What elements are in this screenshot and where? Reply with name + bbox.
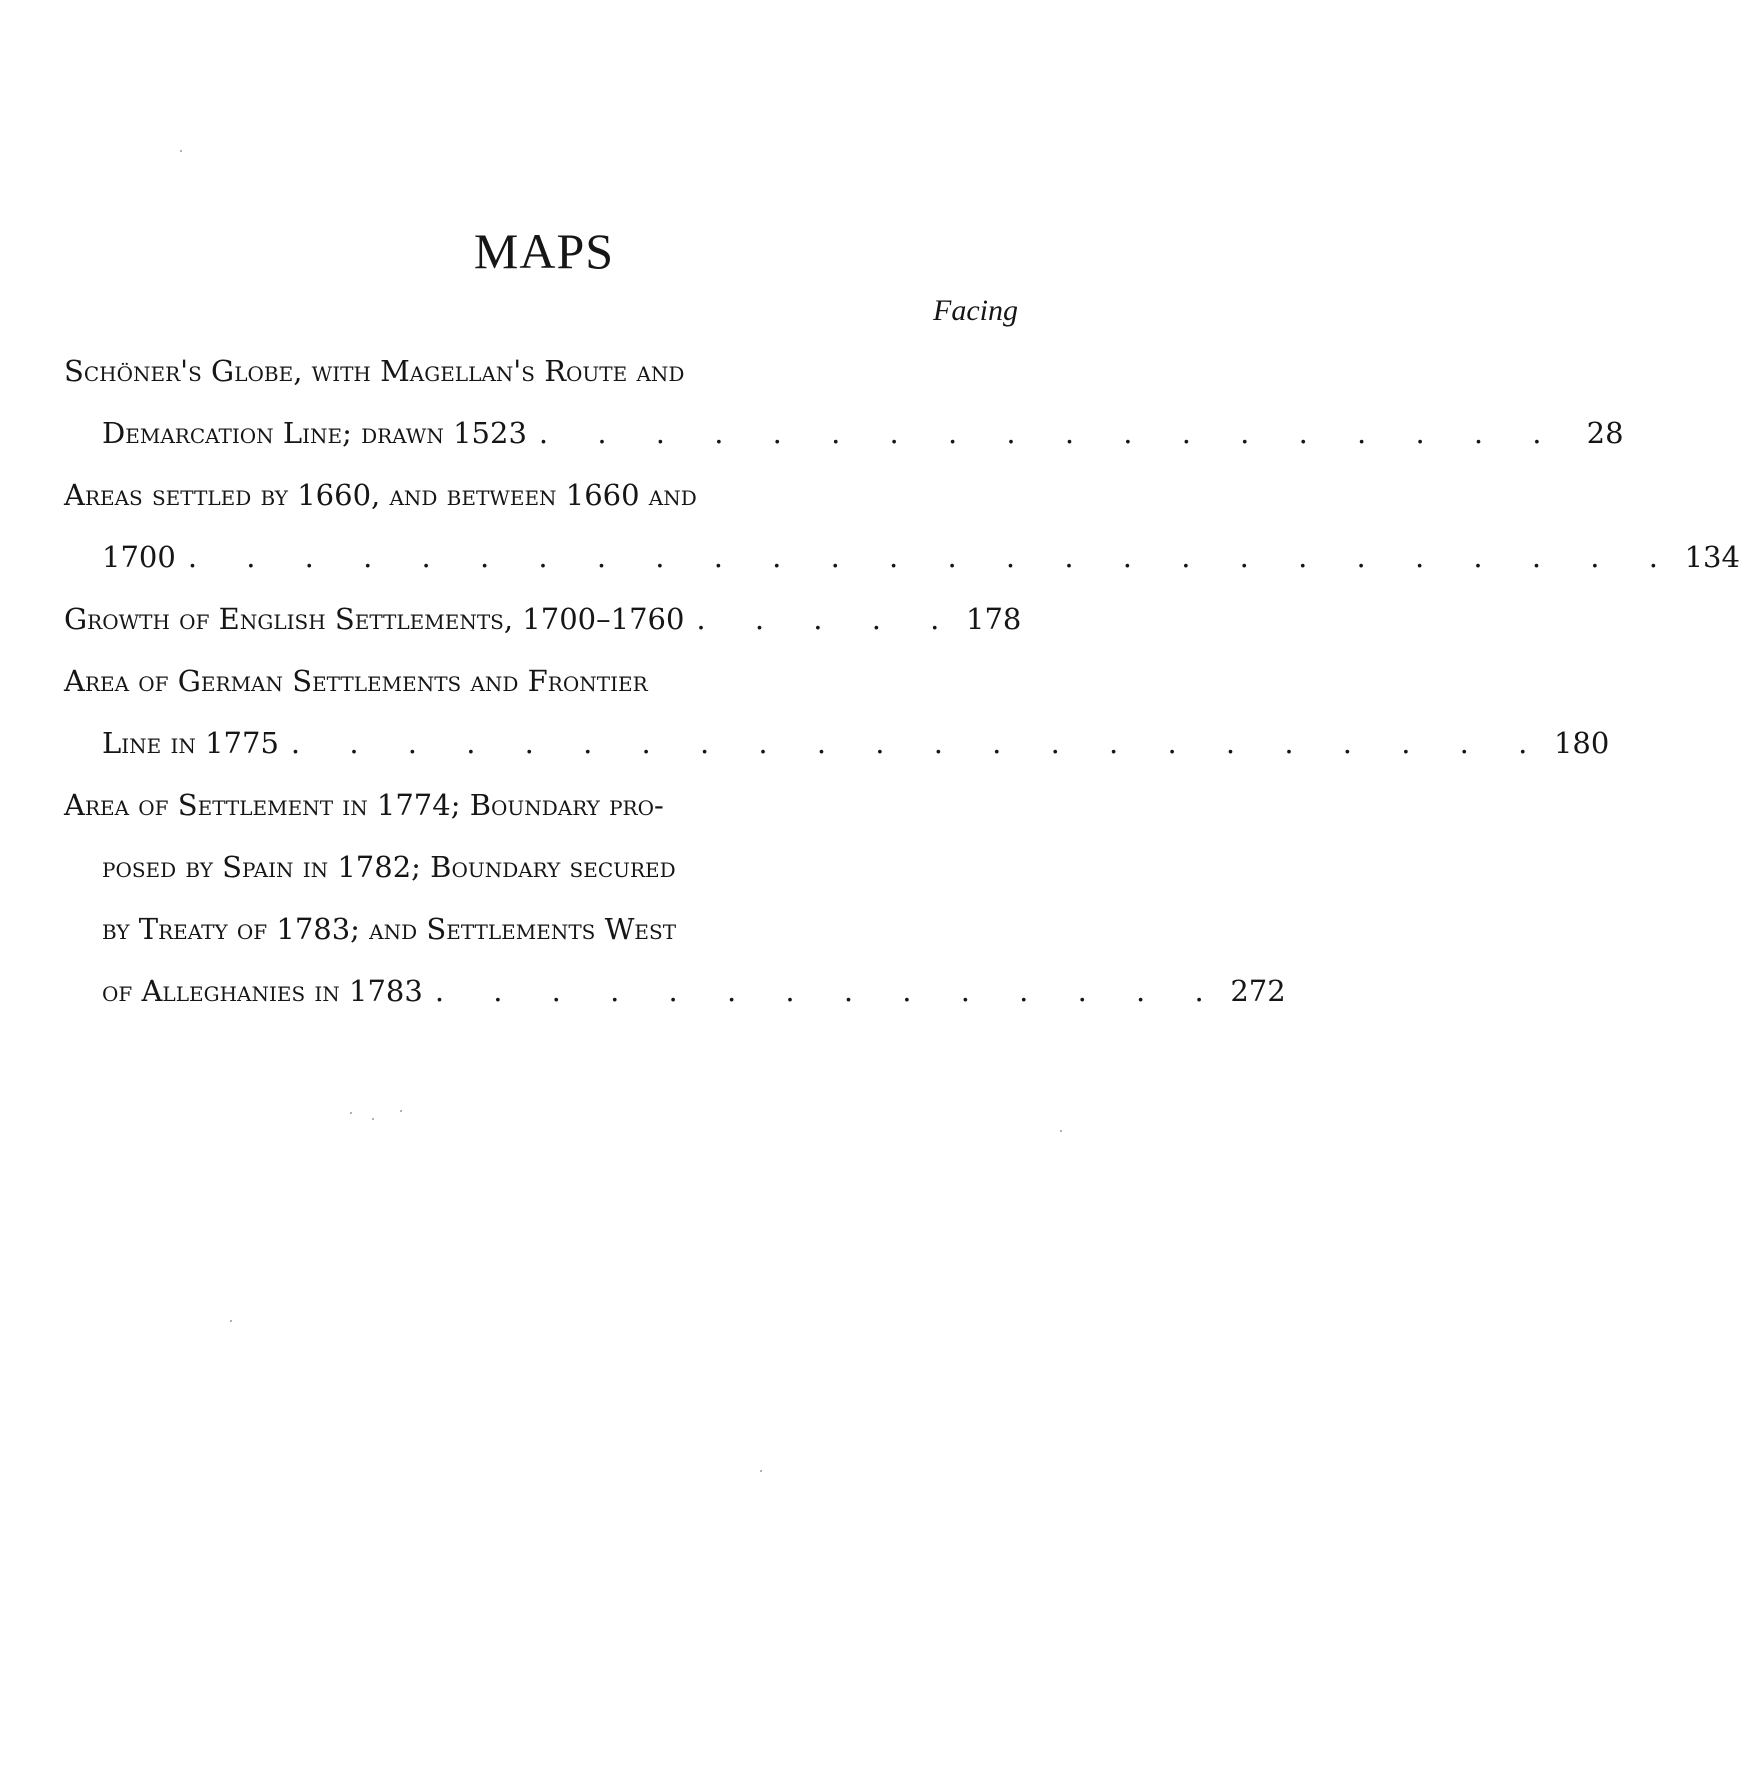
paper-speck bbox=[400, 1110, 402, 1112]
entry-text-line: by Treaty of 1783; and Settlements West bbox=[102, 912, 677, 946]
entry-page-number: 180 bbox=[1553, 726, 1610, 760]
facing-column-label: Facing bbox=[933, 294, 1018, 327]
entry-text-line: of Alleghanies in 1783 bbox=[102, 974, 423, 1008]
paper-speck bbox=[350, 1112, 352, 1114]
entry-text-line: Schöner's Globe, with Magellan's Route and bbox=[64, 354, 685, 388]
paper-speck bbox=[1060, 1130, 1062, 1132]
entry-text-line: 1700 bbox=[102, 540, 176, 574]
entry-text-line: Growth of English Settlements, 1700–1760 bbox=[64, 602, 685, 636]
entry-page-number: 28 bbox=[1586, 416, 1624, 450]
paper-speck bbox=[230, 1320, 232, 1322]
paper-speck bbox=[372, 1118, 374, 1120]
dot-leader: . . . . . . . . . . . . . . . . . . . . . . bbox=[290, 726, 1548, 760]
map-entry-german-settlements bbox=[64, 650, 1610, 774]
dot-leader: . . . . . bbox=[696, 602, 960, 636]
entry-text-line: Area of German Settlements and Frontier bbox=[64, 664, 648, 698]
map-entry-settlement-1774 bbox=[64, 774, 1286, 1022]
entry-page-number: 134 bbox=[1684, 540, 1740, 574]
entry-text-line: Demarcation Line; drawn 1523 bbox=[102, 416, 527, 450]
dot-leader: . . . . . . . . . . . . . . . . . . bbox=[538, 416, 1562, 450]
paper-speck bbox=[760, 1470, 762, 1472]
entry-text-line: posed by Spain in 1782; Boundary secured bbox=[102, 850, 676, 884]
entry-page-number: 178 bbox=[966, 602, 1022, 636]
entry-text-line: Line in 1775 bbox=[102, 726, 279, 760]
entry-text-line: Area of Settlement in 1774; Boundary pro- bbox=[64, 788, 664, 822]
dot-leader: . . . . . . . . . . . . . . . . . . . . . . . . . . bbox=[187, 540, 1678, 574]
map-entry-areas-settled bbox=[64, 464, 1740, 588]
entry-page-number: 272 bbox=[1230, 974, 1286, 1008]
map-entry-schoners-globe bbox=[64, 340, 1624, 464]
dot-leader: . . . . . . . . . . . . . . bbox=[434, 974, 1224, 1008]
page-title: MAPS bbox=[473, 223, 615, 279]
map-entry-english-settlements bbox=[64, 588, 1020, 650]
maps-list bbox=[64, 340, 1740, 1022]
paper-speck bbox=[180, 150, 182, 152]
entry-text-line: Areas settled by 1660, and between 1660 and bbox=[64, 478, 697, 512]
